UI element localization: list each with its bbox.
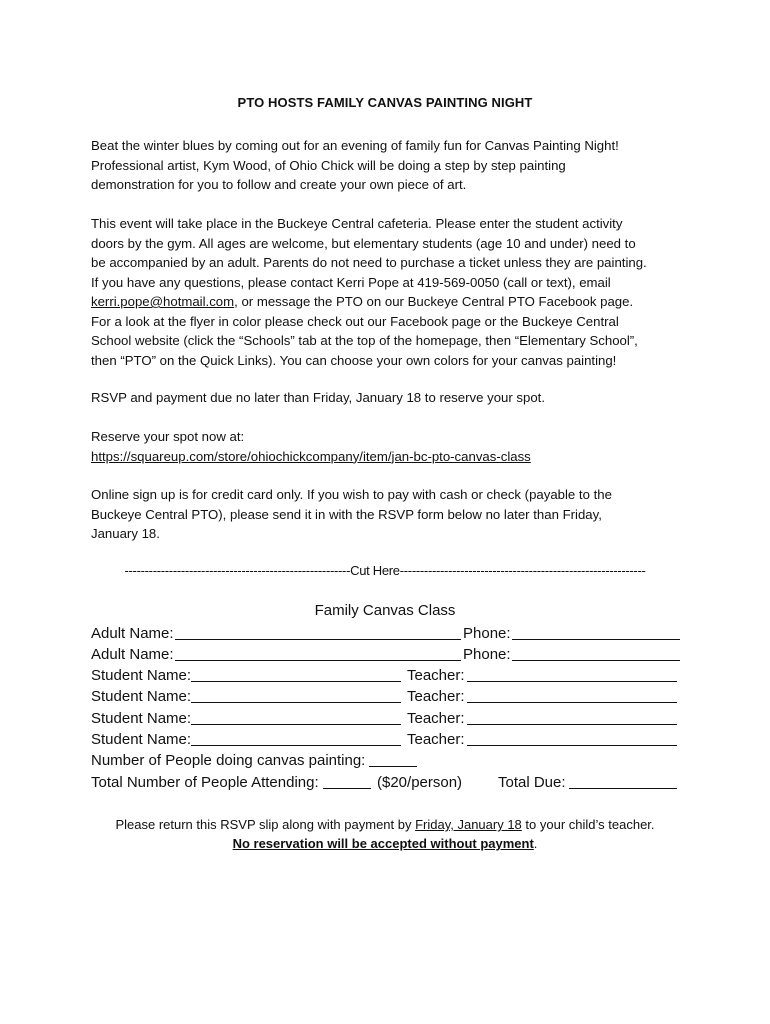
teacher-label: Teacher: — [407, 710, 465, 727]
details-paragraph — [91, 214, 691, 370]
teacher-label: Teacher: — [407, 731, 465, 748]
online-line: Buckeye Central PTO), please send it in with the RSVP form below no later than Friday, — [91, 506, 602, 522]
details-line: then “PTO” on the Quick Links). You can choose your own colors for your canvas painting! — [91, 352, 617, 368]
details-line: This event will take place in the Buckeye Central cafeteria. Please enter the student activity — [91, 216, 623, 231]
online-line: January 18. — [91, 526, 160, 541]
footer-before: Please return this RSVP slip along with payment by — [115, 817, 416, 832]
cut-here-line: --------------------------------------------------------Cut Here------------------------------------------------------------- — [124, 563, 646, 578]
online-paragraph — [91, 485, 691, 544]
adult-name-field[interactable] — [175, 623, 461, 640]
student-name-field[interactable] — [191, 708, 401, 725]
intro-line: demonstration for you to follow and create your own piece of art. — [91, 177, 467, 192]
footer-warning-line — [0, 834, 770, 853]
details-line: be accompanied by an adult. Parents do not need to purchase a ticket unless they are painting. — [91, 255, 647, 270]
online-line: Online sign up is for credit card only. If you wish to pay with cash or check (payable to the — [91, 487, 612, 502]
intro-paragraph — [91, 136, 691, 195]
total-attending-field[interactable] — [323, 772, 371, 789]
rsvp-paragraph — [91, 388, 691, 408]
total-due-label: Total Due: — [498, 774, 566, 791]
student-row — [91, 708, 691, 729]
num-painting-label: Number of People doing canvas painting: — [91, 752, 366, 769]
price-note: ($20/person) — [377, 774, 463, 791]
total-attending-row — [91, 772, 691, 793]
num-painting-row — [91, 750, 691, 771]
teacher-field[interactable] — [467, 729, 677, 746]
num-painting-field[interactable] — [369, 750, 417, 767]
student-name-label: Student Name: — [91, 688, 192, 705]
details-line: doors by the gym. All ages are welcome, but elementary students (age 10 and under) need to — [91, 235, 636, 251]
student-name-field[interactable] — [191, 686, 401, 703]
reserve-label: Reserve your spot now at: — [91, 429, 245, 444]
student-row — [91, 665, 691, 686]
details-line: If you have any questions, please contact Kerri Pope at 419-569-0050 (call or text), email — [91, 274, 611, 290]
reserve-paragraph — [91, 427, 691, 466]
teacher-field[interactable] — [467, 686, 677, 703]
footer-date: Friday, January 18 — [415, 817, 522, 832]
email-line — [91, 292, 691, 312]
reserve-url-link[interactable]: https://squareup.com/store/ohiochickcompany/item/jan-bc-pto-canvas-class — [91, 448, 531, 464]
adult-row — [91, 623, 691, 644]
student-name-label: Student Name: — [91, 710, 192, 727]
email-link[interactable]: kerri.pope@hotmail.com — [91, 294, 235, 309]
adult-name-field[interactable] — [175, 644, 461, 661]
form-title: Family Canvas Class — [314, 602, 456, 619]
total-due-field[interactable] — [569, 772, 677, 789]
student-name-field[interactable] — [191, 729, 401, 746]
student-row — [91, 686, 691, 707]
intro-line: Professional artist, Kym Wood, of Ohio Chick will be doing a step by step painting — [91, 157, 566, 173]
phone-field[interactable] — [512, 644, 680, 661]
adult-name-label: Adult Name: — [91, 625, 174, 642]
teacher-label: Teacher: — [407, 688, 465, 705]
teacher-field[interactable] — [467, 708, 677, 725]
details-line: School website (click the “Schools” tab at the top of the homepage, then “Elementary School”, — [91, 333, 638, 348]
rsvp-text: RSVP and payment due no later than Friday, January 18 to reserve your spot. — [91, 390, 546, 405]
teacher-label: Teacher: — [407, 667, 465, 684]
student-row — [91, 729, 691, 750]
adult-row — [91, 644, 691, 665]
footer-after: to your child’s teacher. — [521, 817, 655, 832]
email-after-text: , or message the PTO on our Buckeye Central PTO Facebook page. — [234, 294, 634, 309]
student-name-field[interactable] — [191, 665, 401, 682]
intro-line: Beat the winter blues by coming out for an evening of family fun for Canvas Painting Night! — [91, 138, 619, 153]
teacher-field[interactable] — [467, 665, 677, 682]
page-title: PTO HOSTS FAMILY CANVAS PAINTING NIGHT — [237, 95, 533, 110]
footer-warning-end: . — [533, 836, 538, 851]
student-name-label: Student Name: — [91, 731, 192, 748]
phone-label: Phone: — [463, 625, 511, 642]
phone-label: Phone: — [463, 646, 511, 663]
student-name-label: Student Name: — [91, 667, 192, 684]
details-line: For a look at the flyer in color please check out our Facebook page or the Buckeye Central — [91, 313, 619, 329]
adult-name-label: Adult Name: — [91, 646, 174, 663]
phone-field[interactable] — [512, 623, 680, 640]
total-attending-label: Total Number of People Attending: — [91, 774, 319, 791]
footer-note — [0, 815, 770, 834]
footer-warning: No reservation will be accepted without payment — [232, 836, 534, 851]
